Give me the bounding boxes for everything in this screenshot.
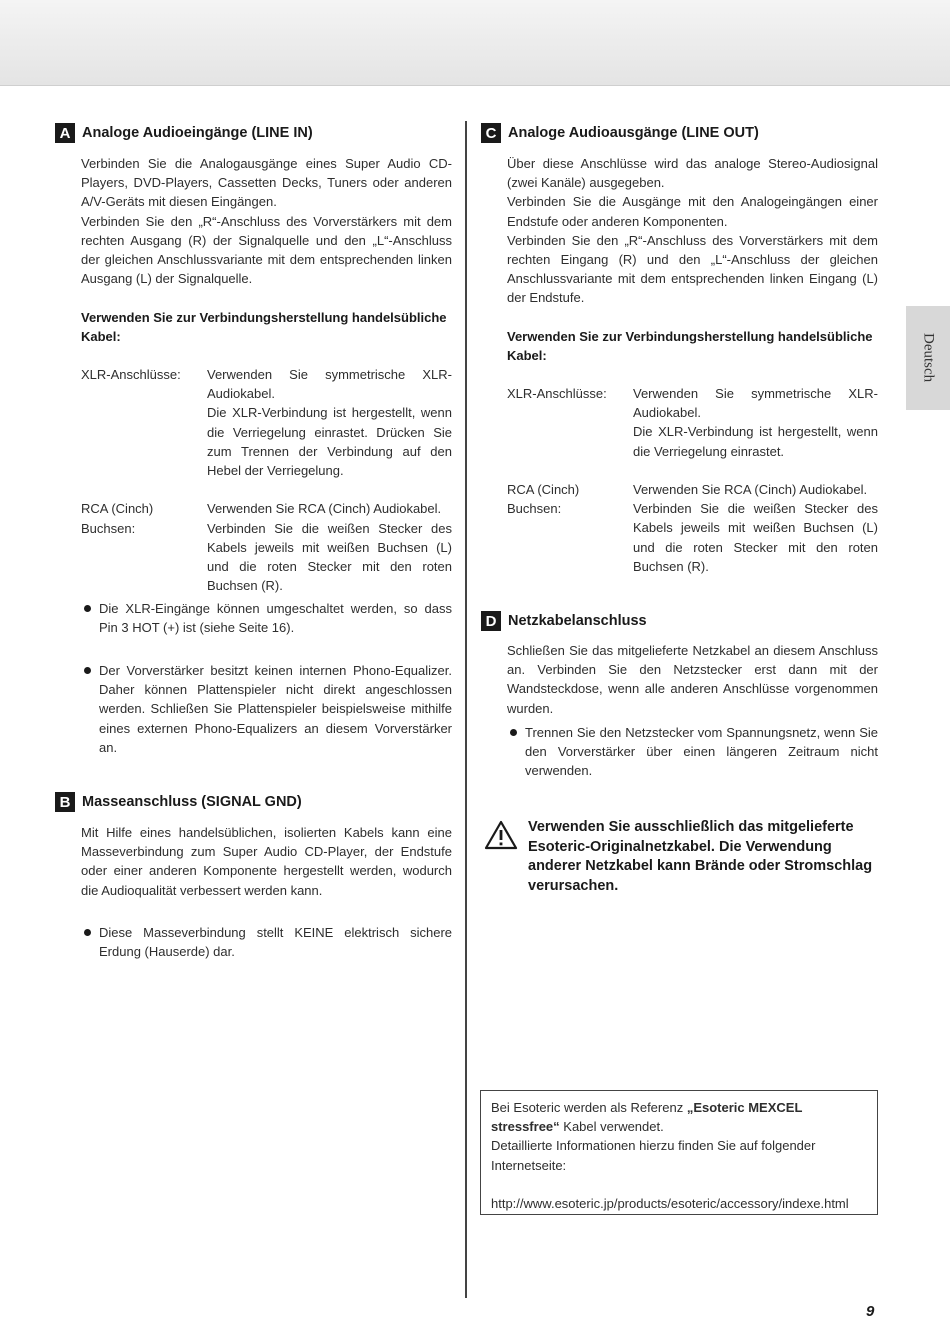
section-b-badge: B	[55, 792, 75, 812]
section-a-xlr-row	[81, 365, 452, 480]
bullet-dot-icon	[510, 729, 517, 736]
section-d-bullet-1-text: Trennen Sie den Netzstecker vom Spannungsnetz, wenn Sie den Vorverstärker über einen längeren Zeitraum nicht verwenden.	[525, 725, 878, 779]
section-c-heading	[481, 123, 759, 143]
section-b-para1: Mit Hilfe eines handelsüblichen, isolierten Kabels kann eine Masseverbindung zum Super Audio CD-Player, der Endstufe oder einer anderen Komponente hergestellt werden, wodurch die Audioqualität verbessert werden kann.	[81, 825, 452, 898]
section-b-bullet-1	[81, 923, 452, 961]
info-box-url[interactable]: http://www.esoteric.jp/products/esoteric/accessory/indexe.html	[491, 1196, 849, 1211]
info-box-cable-name: „Esoteric MEXCEL stressfree“	[491, 1100, 803, 1135]
section-d-heading	[481, 611, 647, 631]
section-c-rca-desc2: Verbinden Sie die weißen Stecker des Kabels jeweils mit weißen Buchsen (L) und die roten Stecker mit den roten Buchsen (R).	[633, 501, 878, 574]
section-a-xlr-desc2: Die XLR-Verbindung ist hergestellt, wenn die Verriegelung einrastet. Drücken Sie zum Trennen der Verbindung auf den Hebel der Verriegelung.	[207, 405, 452, 479]
section-a-para1: Verbinden Sie die Analogausgänge eines Super Audio CD-Players, DVD-Players, Cassetten Decks, Tuners oder anderen A/V-Geräts mit diesen Eingängen.	[81, 156, 452, 210]
section-a-xlr-term: XLR-Anschlüsse:	[81, 367, 181, 382]
section-a-rca-desc2: Verbinden Sie die weißen Stecker des Kabels jeweils mit weißen Buchsen (L) und die roten Stecker mit den roten Buchsen (R).	[207, 520, 452, 594]
bullet-dot-icon	[84, 929, 91, 936]
section-a-xlr-desc	[207, 365, 452, 480]
bullet-dot-icon	[84, 605, 91, 612]
section-b-intro	[81, 823, 452, 900]
section-a-bullet-1	[81, 599, 452, 637]
section-c-cable-note: Verwenden Sie zur Verbindungsherstellung handelsübliche Kabel:	[507, 329, 873, 364]
section-a-intro	[81, 154, 452, 288]
info-box-reference	[491, 1098, 867, 1136]
section-a-xlr-desc1: Verwenden Sie symmetrische XLR-Audiokabel.	[207, 367, 452, 402]
section-a-bullet-1-text: Die XLR-Eingänge können umgeschaltet werden, so dass Pin 3 HOT (+) ist (siehe Seite 16).	[99, 601, 452, 636]
section-a-rca-desc1: Verwenden Sie RCA (Cinch) Audiokabel.	[207, 501, 442, 517]
section-c-para1: Über diese Anschlüsse wird das analoge Stereo-Audiosignal (zwei Kanäle) ausgegeben.	[507, 156, 878, 191]
section-c-rca-desc	[633, 480, 878, 576]
section-c-badge: C	[481, 123, 501, 143]
section-c-xlr-row	[507, 384, 878, 461]
section-a-bullet-2-text: Der Vorverstärker besitzt keinen internen Phono-Equalizer. Daher können Plattenspieler nicht direkt angeschlossen werden. Schließen Sie Plattenspieler beispielsweise mithilfe eines externen Phono-Equalizers an diesem Vorverstärker an.	[99, 663, 452, 755]
info-box-details: Detaillierte Informationen hierzu finden Sie auf folgender Internetseite:	[491, 1138, 816, 1173]
language-tab	[906, 306, 950, 410]
section-d-title: Netzkabelanschluss	[508, 613, 647, 629]
section-c-xlr-desc1: Verwenden Sie symmetrische XLR-Audiokabel.	[633, 386, 878, 421]
page-number: 9	[866, 1303, 875, 1320]
section-b-heading	[55, 792, 302, 812]
warning-text: Verwenden Sie ausschließlich das mitgelieferte Esoteric-Originalnetzkabel. Die Verwendung anderer Netzkabel kann Brände oder Stromschlag verursachen.	[528, 819, 873, 894]
section-c-rca-desc1: Verwenden Sie RCA (Cinch) Audiokabel.	[633, 482, 868, 497]
section-d-bullet-1	[507, 723, 878, 781]
section-a-heading	[55, 123, 313, 143]
section-a-cable-note: Verwenden Sie zur Verbindungsherstellung handelsübliche Kabel:	[81, 310, 447, 345]
bullet-dot-icon	[84, 667, 91, 674]
warning-notice	[484, 818, 879, 896]
section-d-para1: Schließen Sie das mitgelieferte Netzkabel an diesem Anschluss an. Verbinden Sie den Netzstecker erst dann mit der Wandsteckdose, wenn alle anderen Anschlüsse vorgenommen wurden.	[507, 643, 878, 716]
column-divider	[465, 121, 467, 1298]
section-b-title: Masseanschluss (SIGNAL GND)	[82, 794, 302, 810]
section-a-rca-desc	[207, 499, 452, 595]
section-d-badge: D	[481, 611, 501, 631]
section-a-bullet-2	[81, 661, 452, 757]
section-d-intro	[507, 641, 878, 718]
section-c-xlr-desc2: Die XLR-Verbindung ist hergestellt, wenn die Verriegelung einrastet.	[633, 424, 878, 459]
section-c-para2: Verbinden Sie die Ausgänge mit den Analogeingängen einer Endstufe oder anderen Komponenten.	[507, 194, 878, 229]
info-box-suffix: Kabel verwendet.	[559, 1119, 664, 1135]
info-box	[480, 1090, 878, 1215]
section-c-xlr-term: XLR-Anschlüsse:	[507, 386, 607, 401]
section-c-rca-row	[507, 480, 878, 576]
section-c-rca-term: RCA (Cinch) Buchsen:	[507, 482, 580, 517]
section-a-cable-list	[81, 365, 452, 595]
section-a-rca-row	[81, 499, 452, 595]
language-tab-label: Deutsch	[920, 333, 937, 383]
section-c-title: Analoge Audioausgänge (LINE OUT)	[508, 125, 759, 141]
section-a-title: Analoge Audioeingänge (LINE IN)	[82, 125, 313, 141]
section-c-xlr-desc	[633, 384, 878, 461]
section-b-bullet-1-text: Diese Masseverbindung stellt KEINE elektrisch sichere Erdung (Hauserde) dar.	[99, 925, 452, 960]
section-c-intro	[507, 154, 878, 308]
header-band	[0, 0, 950, 86]
section-c-cable-list	[507, 384, 878, 576]
section-a-para2: Verbinden Sie den „R“-Anschluss des Vorverstärkers mit dem rechten Ausgang (R) der Signalquelle und den „L“-Anschluss der gleichen Anschlussvariante mit dem entsprechenden linken Ausgang (L) der Signalquelle.	[81, 213, 452, 287]
warning-triangle-icon	[484, 818, 528, 896]
section-a-badge: A	[55, 123, 75, 143]
section-a-rca-term: RCA (Cinch) Buchsen:	[81, 501, 154, 536]
section-c-para3: Verbinden Sie den „R“-Anschluss des Vorverstärkers mit dem rechten Eingang (R) und den „L“-Anschluss der gleichen Anschlussvariante mit dem entsprechenden linken Eingang (L) der Endstufe.	[507, 232, 878, 306]
info-box-prefix: Bei Esoteric werden als Referenz	[491, 1100, 687, 1115]
